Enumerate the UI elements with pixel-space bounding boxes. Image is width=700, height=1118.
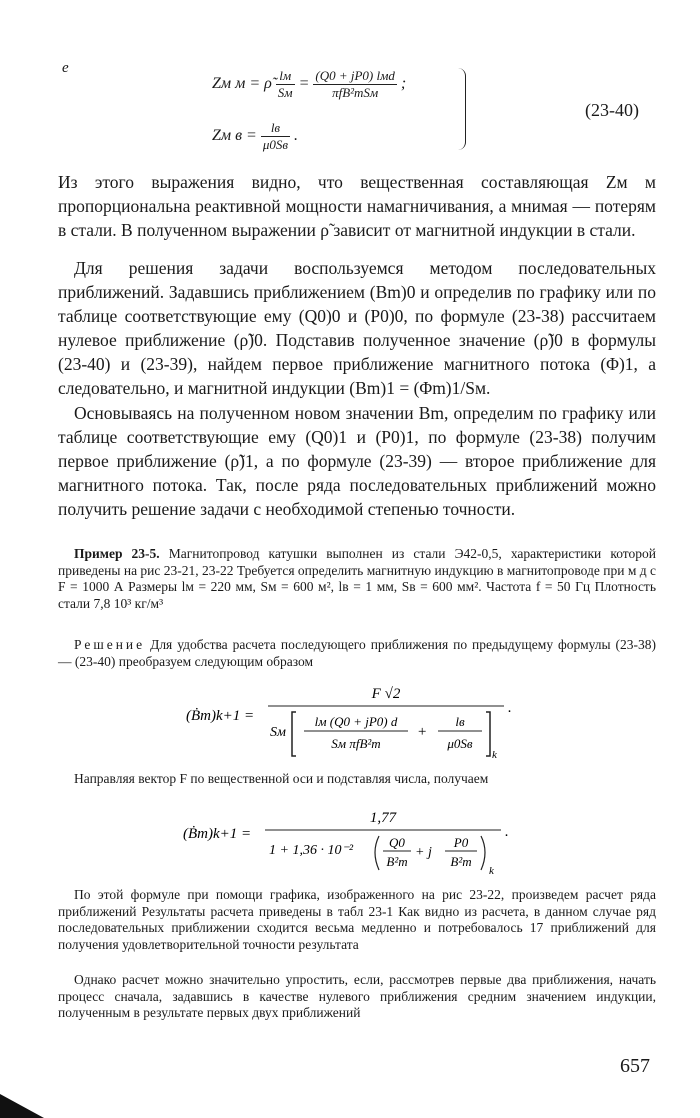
zmm-frac1-num: lм [276, 68, 295, 85]
formula2-inner1-num: Q0 [389, 835, 405, 850]
paragraph-1: Из этого выражения видно, что вещественная составляющая Zм м пропорциональна реактивной мощности намагничивания, а мнимая — потерям в стали. В полученном выражении ρ̃ зависит от магнитной индукции в стали. [58, 172, 656, 240]
paragraph-2: Для решения задачи воспользуемся методом последовательных приближений. Задавшись приближением (Bm)0 и определив по графику или по таблице соответствующие ему (Q0)0 и (P0)0, по формуле (23-38) рассчитаем нулевое приближение (ρ̃)0. Подставив полученное значение (ρ̃)0 в формулы (23-40) и (23-39), найдем первое приближение магнитного потока (Φ)1, а следовательно, и магнитной индукции (Bm)1 = (Φm)1/Sм. [58, 258, 656, 398]
formula1-inner1-num: lм (Q0 + jP0) d [314, 714, 398, 729]
formula2-plus-j: + j [415, 845, 432, 860]
zmv-frac-den: μ0Sв [262, 137, 289, 152]
formula2-numerator: 1,77 [369, 810, 397, 826]
formula2-subscript: k [489, 865, 494, 877]
formula2-left-paren [375, 836, 379, 870]
equation-zmm [212, 68, 406, 101]
zmv-frac-num: lв [261, 120, 290, 137]
formula1-plus: + [416, 724, 428, 740]
zmm-end: ; [400, 75, 407, 93]
zmm-equals: = [298, 75, 310, 93]
equation-23-40 [212, 62, 462, 162]
zmv-fraction [261, 120, 290, 153]
formula1-right-bracket [486, 712, 490, 756]
formula1-inner2-num: lв [455, 714, 465, 729]
formula1-subscript: k [492, 749, 497, 761]
zmm-fraction-1 [276, 68, 295, 101]
corner-mark [0, 1094, 44, 1118]
stray-mark: e [62, 60, 69, 76]
formula-1 [186, 682, 516, 762]
formula2-den-prefix: 1 + 1,36 · 10⁻² [269, 843, 354, 858]
example-paragraph [58, 546, 656, 612]
formula2-end: . [505, 824, 509, 840]
formula1-inner2-den: μ0Sв [447, 736, 473, 751]
formula2-inner2-den: B²m [450, 854, 472, 869]
equation-zmv [212, 120, 298, 153]
equation-brace [455, 68, 466, 150]
zmv-end: . [294, 127, 299, 145]
page-number: 657 [620, 1055, 650, 1077]
paragraph-3: Основываясь на полученном новом значении Bm, определим по графику или таблице соответствующие ему (Q0)1 и (P0)1, по формуле (23-38) получим первое приближение (ρ̃)1, а по формуле (23-39) — второе приближение для магнитного потока. Так, после ряда последовательных приближений можно получить решение задачи с необходимой степенью точности. [58, 403, 656, 519]
equation-number: (23-40) [585, 100, 639, 120]
formula1-end: . [508, 700, 512, 716]
formula2-lhs: (Ḃm)k+1 = [183, 826, 252, 842]
formula-2 [183, 808, 513, 878]
formula1-numerator: F √2 [371, 686, 401, 702]
zmm-frac1-den: Sм [277, 85, 293, 100]
formula1-s-prefix: Sм [270, 725, 286, 740]
formula2-inner1-den: B²m [386, 854, 408, 869]
simplification-paragraph: Однако расчет можно значительно упростить, если, рассмотрев первые два приближения, начать процесс сначала, задавшись в качестве нулевого приближения средним значением индукции, полученным в результате первых двух приближений [58, 972, 656, 1020]
zmm-fraction-2 [313, 68, 397, 101]
solution-text: Для удобства расчета последующего приближения по предыдущему формулы (23-38) — (23-40) преобразуем следующим образом [58, 637, 657, 669]
formula2-inner2-num: P0 [453, 835, 469, 850]
zmv-lhs: Zм в = [212, 127, 257, 145]
example-text: Магнитопровод катушки выполнен из стали Э42-0,5, характеристики которой приведены на рис 23-21, 23-22 Требуется определить магнитную индукцию в магнитопроводе при м д с F = 1000 А Размеры lм = 220 мм, Sм = 600 м², lв = 1 мм, Sв = 600 мм². Частота f = 50 Гц Плотность стали 7,8 10³ кг/м³ [58, 546, 656, 611]
example-heading: Пример 23-5. [74, 546, 160, 561]
formula2-right-paren [481, 836, 485, 870]
zmm-frac2-den: πfB²mSм [332, 85, 379, 100]
direction-text: Направляя вектор F по вещественной оси и подставляя числа, получаем [74, 771, 489, 786]
formula1-left-bracket [292, 712, 296, 756]
solution-paragraph [58, 637, 656, 670]
formula1-lhs: (Ḃm)k+1 = [186, 708, 255, 724]
formula1-inner1-den: Sм πfB²m [331, 736, 381, 751]
zmm-frac2-num: (Q0 + jP0) lмd [315, 68, 395, 83]
result-paragraph: По этой формуле при помощи графика, изображенного на рис 23-22, произведем расчет ряда приближений Результаты расчета приведены в табл 23-1 Как видно из расчета, в данном случае ряд последовательных приближении сходится весьма медленно и потребовалось 17 приближений для получения удовлетворительной точности результата [58, 887, 656, 952]
zmm-lhs: Zм м = ρ̃ [212, 75, 272, 93]
solution-label: Решение [74, 637, 146, 652]
